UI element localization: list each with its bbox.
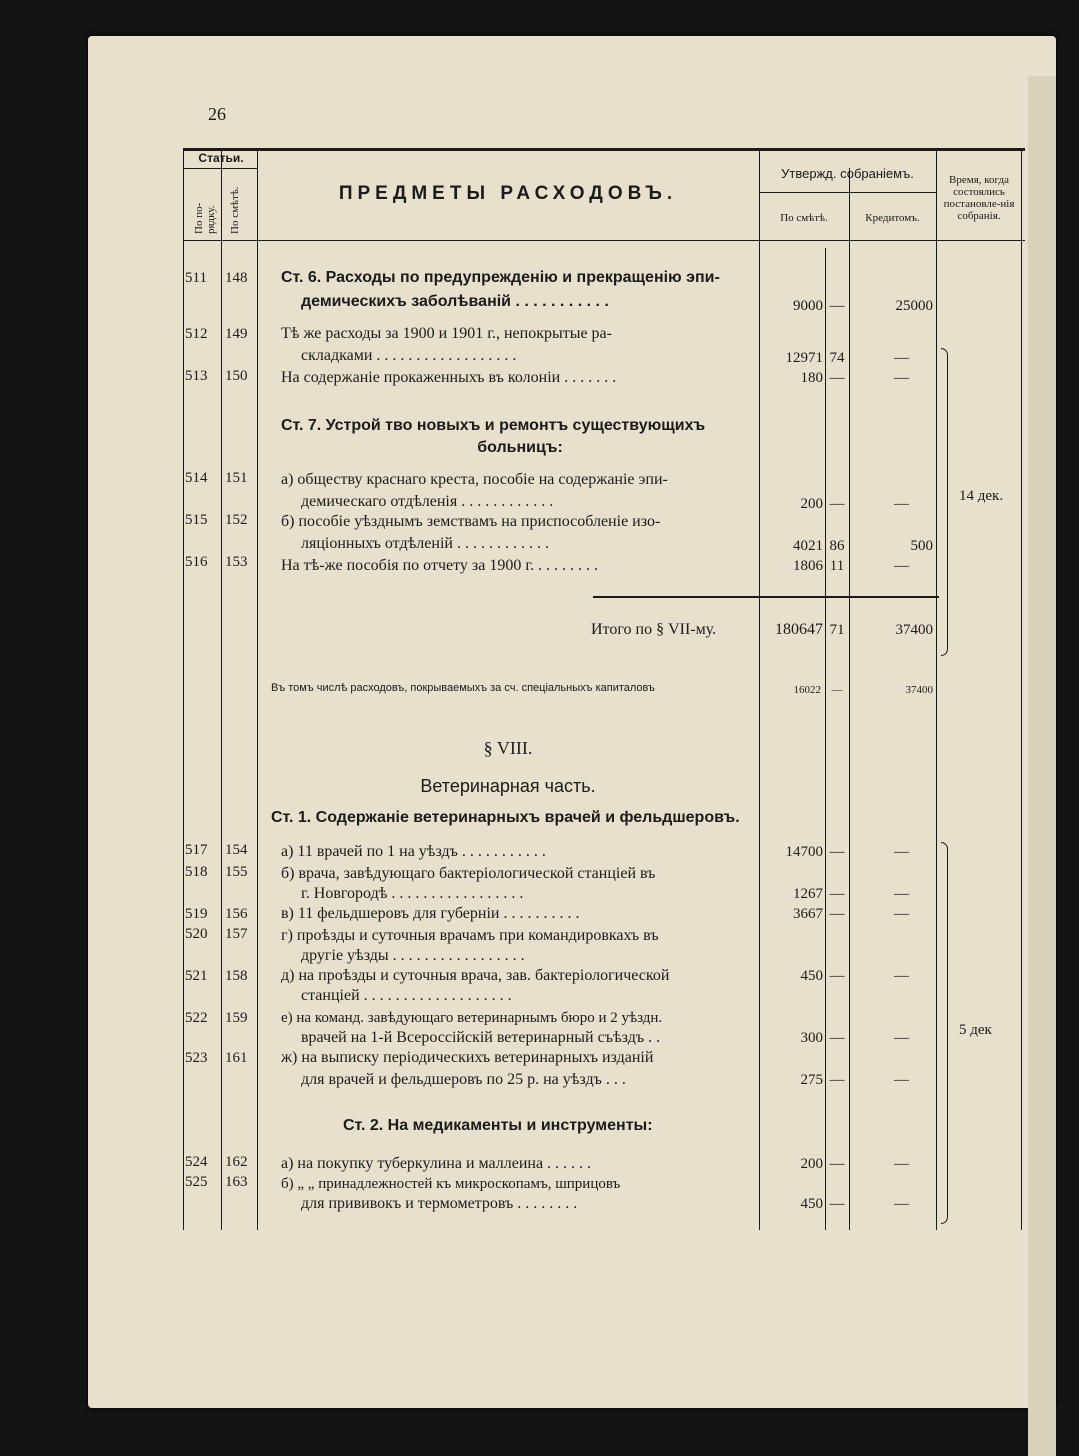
total-kop: 71 — [829, 622, 845, 638]
row-no: 513 — [185, 368, 208, 384]
row-text: е) на команд. завѣдующаго ветеринарнымъ бюро и 2 уѣздн. — [281, 1010, 663, 1026]
row-text: Тѣ же расходы за 1900 и 1901 г., непокрытые ра- — [281, 325, 612, 342]
row-no-smeta: 152 — [225, 512, 248, 528]
row-no-smeta: 156 — [225, 906, 248, 922]
row-text-cont: ляціонныхъ отдѣленій . . . . . . . . . . . . — [301, 535, 549, 552]
brace-bracket — [941, 348, 948, 656]
special-sum: 16022 — [793, 684, 821, 696]
row-text: д) на проѣзды и суточныя врача, зав. бактеріологической — [281, 967, 670, 984]
row-text-cont: другіе уѣзды . . . . . . . . . . . . . . . . . — [301, 947, 525, 964]
sum-kop: — — [829, 1156, 845, 1172]
header-rule — [759, 192, 936, 193]
sum-value: 300 — [800, 1030, 823, 1046]
row-no: 524 — [185, 1154, 208, 1170]
credit-value: — — [894, 1156, 909, 1172]
header-title: ПРЕДМЕТЫ РАСХОДОВЪ. — [338, 183, 678, 204]
header-vremya: Время, когда состоялись постановле-нія собранія. — [943, 174, 1015, 222]
row-text: На содержаніе прокаженныхъ въ колоніи . . . . . . . — [281, 369, 617, 386]
article-heading-cont: больницъ: — [477, 439, 563, 456]
header-rule — [183, 168, 257, 169]
row-no-smeta: 163 — [225, 1174, 248, 1190]
credit-value: — — [894, 350, 909, 366]
row-no-smeta: 158 — [225, 968, 248, 984]
header-kreditom: Кредитомъ. — [865, 212, 920, 224]
row-text-cont: складками . . . . . . . . . . . . . . . . . . — [301, 347, 517, 364]
header-stati: Статьи. — [198, 151, 244, 165]
col-line — [183, 148, 184, 1230]
brace-bracket — [941, 842, 948, 1224]
sum-value: 1806 — [793, 558, 823, 574]
sum-value: 9000 — [793, 298, 823, 314]
credit-value: — — [894, 968, 909, 984]
article-heading: Ст. 7. Устрой тво новыхъ и ремонтъ существующихъ — [281, 417, 706, 434]
sum-kop: — — [829, 370, 845, 386]
row-text: б) пособіе уѣзднымъ земствамъ на приспособленіе изо- — [281, 513, 661, 530]
sum-kop: — — [829, 844, 845, 860]
row-text-cont: станціей . . . . . . . . . . . . . . . . . . . — [301, 987, 512, 1004]
adjacent-page-edge — [1028, 76, 1056, 1456]
credit-value: — — [894, 906, 909, 922]
credit-value: — — [894, 1030, 909, 1046]
page-number: 26 — [208, 104, 226, 124]
sum-value: 1267 — [793, 886, 823, 902]
row-no-smeta: 161 — [225, 1050, 248, 1066]
special-kop: — — [831, 684, 843, 696]
row-no-smeta: 149 — [225, 326, 248, 342]
col-line — [257, 148, 258, 1230]
row-no: 525 — [185, 1174, 208, 1190]
brace-date-label: 14 дек. — [959, 488, 1004, 504]
row-text: На тѣ-же пособія по отчету за 1900 г. . . . . . . . . — [281, 557, 599, 574]
row-text: б) „ „ принадлежностей къ микроскопамъ, шприцовъ — [281, 1176, 621, 1192]
sum-kop: 74 — [829, 350, 845, 366]
sum-kop: — — [829, 886, 845, 902]
sum-value: 12971 — [785, 350, 823, 366]
row-no: 521 — [185, 968, 208, 984]
row-no: 511 — [185, 270, 207, 286]
row-no: 522 — [185, 1010, 208, 1026]
sum-value: 14700 — [785, 844, 823, 860]
credit-value: — — [894, 370, 909, 386]
credit-value: — — [894, 496, 909, 512]
row-no: 523 — [185, 1050, 208, 1066]
row-text: а) обществу краснаго креста, пособіе на содержаніе эпи- — [281, 471, 668, 488]
article-heading-cont: демическихъ заболѣваній . . . . . . . . . . . — [301, 293, 609, 310]
col-line — [1021, 148, 1022, 1230]
credit-value: — — [894, 844, 909, 860]
row-text: б) врача, завѣдующаго бактеріологической станціей въ — [281, 865, 656, 882]
total-credit: 37400 — [895, 622, 933, 638]
table-top-rule — [183, 148, 1025, 151]
credit-value: 500 — [910, 538, 933, 554]
row-text: в) 11 фельдшеровъ для губерніи . . . . . . . . . . — [281, 905, 580, 922]
header-po-poryadku: По по-рядку. — [193, 202, 217, 234]
sum-kop: — — [829, 968, 845, 984]
row-no-smeta: 154 — [225, 842, 248, 858]
section-title: Ветеринарная часть. — [420, 776, 596, 796]
special-capital-label: Въ томъ числѣ расходовъ, покрываемыхъ за сч. спеціальныхъ капиталовъ — [271, 682, 655, 694]
row-text: а) на покупку туберкулина и маллеина . . . . . . — [281, 1155, 592, 1172]
row-no: 519 — [185, 906, 208, 922]
row-no: 512 — [185, 326, 208, 342]
sum-kop: — — [829, 1072, 845, 1088]
row-text: ж) на выписку періодическихъ ветеринарныхъ изданій — [281, 1049, 654, 1066]
header-po-smete-col: По смѣтѣ. — [229, 186, 241, 234]
row-no: 515 — [185, 512, 208, 528]
sum-value: 4021 — [793, 538, 823, 554]
total-sum: 180647 — [775, 621, 823, 638]
total-label: Итого по § VII-му. — [591, 621, 717, 638]
col-line — [221, 148, 222, 1230]
row-text-cont: демическаго отдѣленія . . . . . . . . . . . . — [301, 493, 554, 510]
header-bottom-rule — [183, 240, 1025, 241]
row-no: 516 — [185, 554, 208, 570]
row-no: 520 — [185, 926, 208, 942]
row-text-cont: для прививокъ и термометровъ . . . . . . . . — [301, 1195, 578, 1212]
sum-kop: — — [829, 298, 845, 314]
sum-kop: — — [829, 906, 845, 922]
article-heading: Ст. 1. Содержаніе ветеринарныхъ врачей и фельдшеровъ. — [271, 809, 740, 826]
sum-value: 200 — [800, 496, 823, 512]
credit-value: 25000 — [895, 298, 933, 314]
row-no-smeta: 151 — [225, 470, 248, 486]
row-text-cont: г. Новгородѣ . . . . . . . . . . . . . . . . . — [301, 885, 524, 902]
row-text: а) 11 врачей по 1 на уѣздъ . . . . . . . . . . . — [281, 843, 546, 860]
col-line — [936, 148, 937, 1230]
row-no-smeta: 157 — [225, 926, 248, 942]
row-no-smeta: 162 — [225, 1154, 248, 1170]
sum-kop: — — [829, 496, 845, 512]
header-utverzhd: Утвержд. собраніемъ. — [781, 166, 914, 181]
header-po-smete: По смѣтѣ. — [780, 212, 828, 224]
credit-value: — — [894, 886, 909, 902]
row-no-smeta: 155 — [225, 864, 248, 880]
row-no-smeta: 148 — [225, 270, 248, 286]
section-number: § VIII. — [483, 738, 533, 758]
row-no-smeta: 153 — [225, 554, 248, 570]
sum-kop: — — [829, 1030, 845, 1046]
row-no-smeta: 159 — [225, 1010, 248, 1026]
expense-table — [183, 148, 1025, 1230]
row-no: 518 — [185, 864, 208, 880]
row-no: 517 — [185, 842, 208, 858]
article-heading: Ст. 2. На медикаменты и инструменты: — [343, 1117, 653, 1134]
credit-value: — — [894, 558, 909, 574]
sum-value: 3667 — [793, 906, 823, 922]
row-text-cont: врачей на 1-й Всероссійскій ветеринарный съѣздъ . . — [301, 1029, 661, 1046]
sum-value: 180 — [800, 370, 823, 386]
row-text-cont: для врачей и фельдшеровъ по 25 р. на уѣздъ . . . — [301, 1071, 626, 1088]
article-heading: Ст. 6. Расходы по предупрежденію и прекращенію эпи- — [281, 269, 720, 286]
row-no: 514 — [185, 470, 208, 486]
sum-value: 200 — [800, 1156, 823, 1172]
sum-value: 450 — [800, 1196, 823, 1212]
special-credit: 37400 — [905, 684, 933, 696]
sum-value: 275 — [800, 1072, 823, 1088]
sum-kop: 86 — [829, 538, 845, 554]
total-rule — [593, 596, 939, 598]
sum-kop: 11 — [829, 558, 845, 574]
brace-date-label: 5 дек — [959, 1022, 992, 1038]
sum-kop: — — [829, 1196, 845, 1212]
credit-value: — — [894, 1072, 909, 1088]
sum-value: 450 — [800, 968, 823, 984]
row-no-smeta: 150 — [225, 368, 248, 384]
credit-value: — — [894, 1196, 909, 1212]
row-text: г) проѣзды и суточныя врачамъ при командировкахъ въ — [281, 927, 659, 944]
